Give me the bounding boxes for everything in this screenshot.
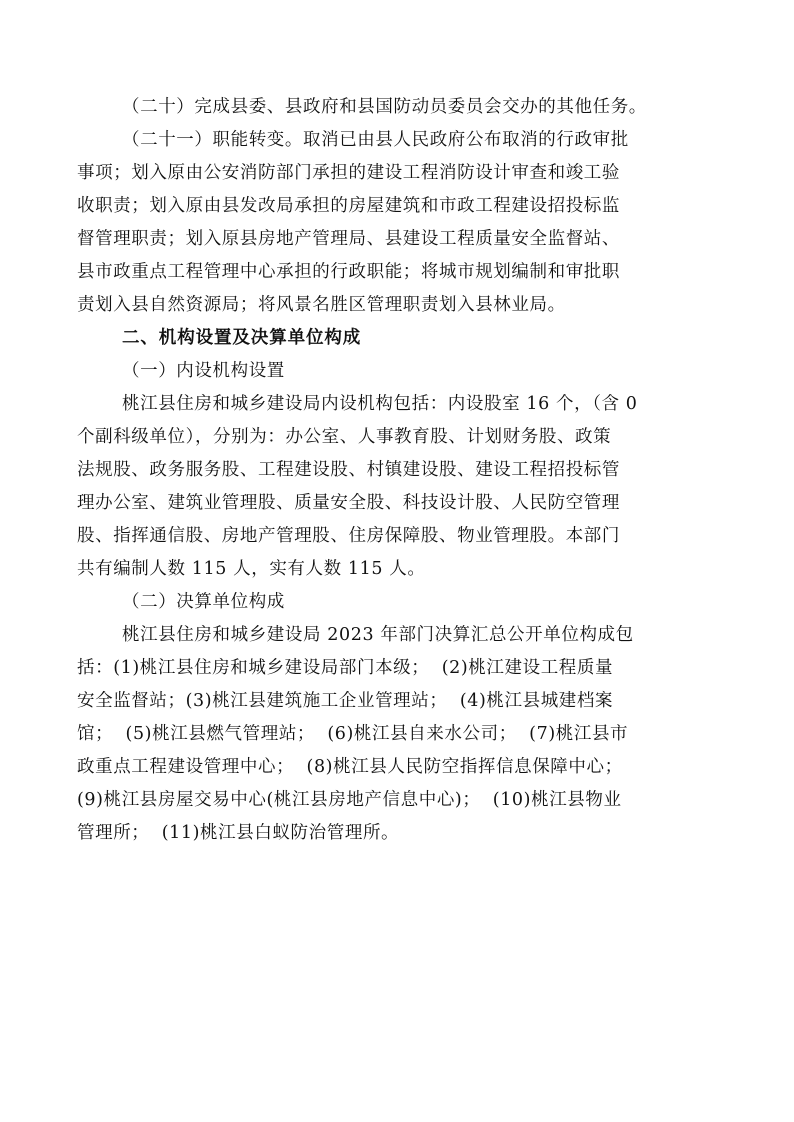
text-line: 收职责；划入原由县发改局承担的房屋建筑和市政工程建设招投标监 bbox=[77, 196, 620, 216]
text-line: 桃江县住房和城乡建设局 2023 年部门决算汇总公开单位构成包 bbox=[122, 625, 634, 645]
text-line: 馆； (5)桃江县燃气管理站； (6)桃江县自来水公司； (7)桃江县市 bbox=[77, 724, 629, 744]
text-line: 股、指挥通信股、房地产管理股、住房保障股、物业管理股。本部门 bbox=[77, 526, 620, 546]
text-line: （二十一）职能转变。取消已由县人民政府公布取消的行政审批 bbox=[122, 130, 629, 150]
text-line: 安全监督站；(3)桃江县建筑施工企业管理站； (4)桃江县城建档案 bbox=[77, 691, 614, 711]
text-line: 责划入县自然资源局；将风景名胜区管理职责划入县林业局。 bbox=[77, 295, 566, 315]
text-line: 督管理职责；划入原县房地产管理局、县建设工程质量安全监督站、 bbox=[77, 229, 620, 249]
text-line: (9)桃江县房屋交易中心(桃江县房地产信息中心)； (10)桃江县物业 bbox=[77, 790, 622, 810]
subsection-heading: （一）内设机构设置 bbox=[122, 361, 285, 381]
section-heading: 二、机构设置及决算单位构成 bbox=[122, 328, 362, 348]
text-line: 共有编制人数 115 人，实有人数 115 人。 bbox=[77, 559, 426, 579]
text-line: 法规股、政务服务股、工程建设股、村镇建设股、建设工程招投标管 bbox=[77, 460, 620, 480]
subsection-heading: （二）决算单位构成 bbox=[122, 592, 285, 612]
text-line: 县市政重点工程管理中心承担的行政职能；将城市规划编制和审批职 bbox=[77, 262, 620, 282]
text-line: 括：(1)桃江县住房和城乡建设局部门本级； (2)桃江建设工程质量 bbox=[77, 658, 614, 678]
text-line: 个副科级单位），分别为：办公室、人事教育股、计划财务股、政策 bbox=[77, 427, 612, 447]
text-line: 管理所； (11)桃江县白蚁防治管理所。 bbox=[77, 823, 400, 843]
text-line: 政重点工程建设管理中心； (8)桃江县人民防空指挥信息保障中心； bbox=[77, 757, 623, 777]
text-line: 桃江县住房和城乡建设局内设机构包括：内设股室 16 个，（含 0 bbox=[122, 394, 638, 414]
text-line: （二十）完成县委、县政府和县国防动员委员会交办的其他任务。 bbox=[122, 97, 647, 117]
text-line: 事项；划入原由公安消防部门承担的建设工程消防设计审查和竣工验 bbox=[77, 163, 620, 183]
text-line: 理办公室、建筑业管理股、质量安全股、科技设计股、人民防空管理 bbox=[77, 493, 620, 513]
